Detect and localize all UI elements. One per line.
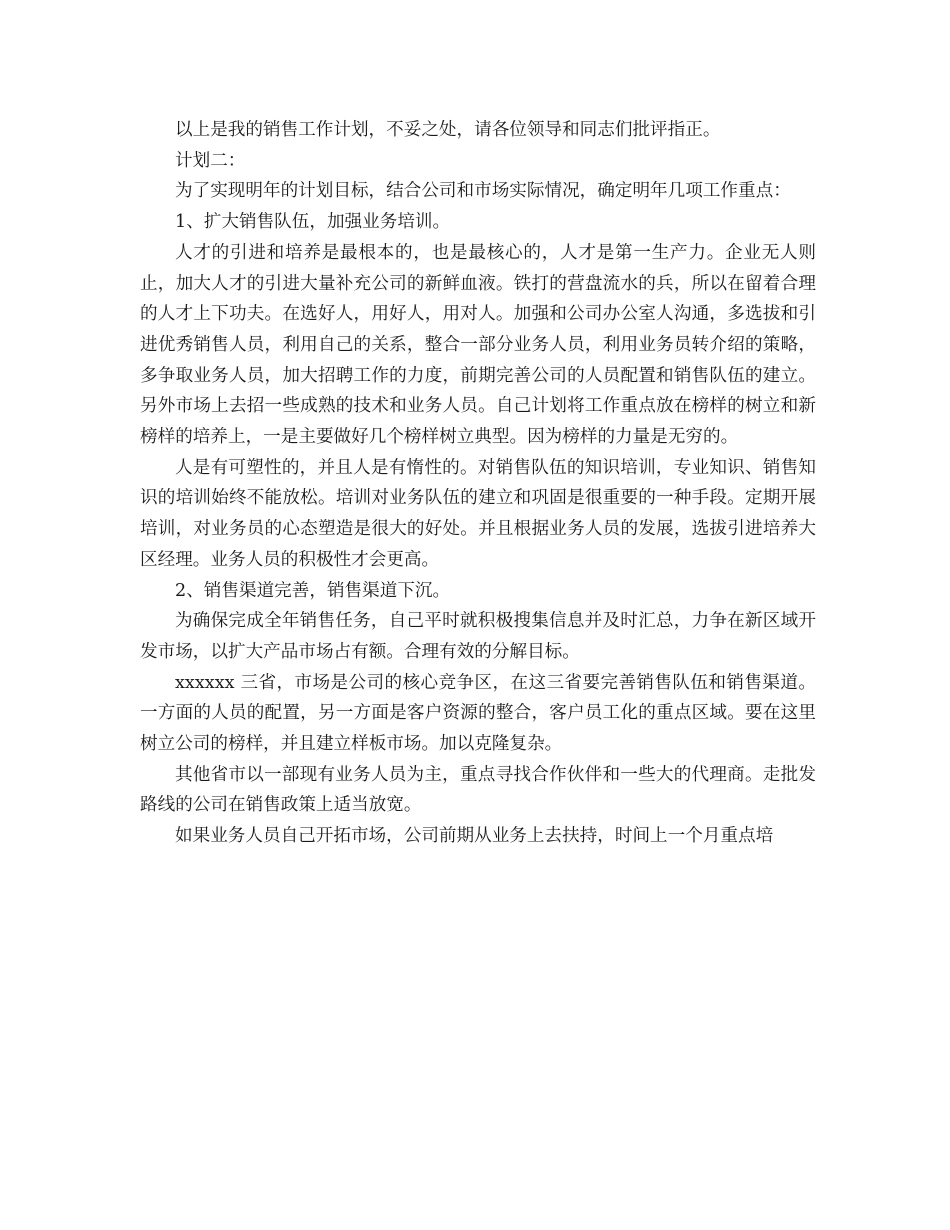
document-body [140, 115, 816, 852]
paragraph-closing-remark: 以上是我的销售工作计划，不妥之处，请各位领导和同志们批评指正。 [175, 120, 721, 140]
paragraph-sales-task: 为确保完成全年销售任务，自己平时就积极搜集信息并及时汇总，力争在新区域开发市场，以扩大产品市场占有额。合理有效的分解目标。 [140, 611, 816, 662]
paragraph-market-support: 如果业务人员自己开拓市场，公司前期从业务上去扶持，时间上一个月重点培 [175, 826, 774, 847]
paragraph-core-region: xxxxxx 三省，市场是公司的核心竞争区，在这三省要完善销售队伍和销售渠道。一方面的人员的配置，另一方面是客户资源的整合，客户员工化的重点区域。要在这里树立公司的榜样，并且建立样板市场。加以克隆复杂。 [140, 672, 816, 755]
paragraph-other-provinces: 其他省市以一部现有业务人员为主，重点寻找合作伙伴和一些大的代理商。走批发路线的公司在销售政策上适当放宽。 [140, 764, 816, 816]
paragraph-training: 人是有可塑性的，并且人是有惰性的。对销售队伍的知识培训，专业知识、销售知识的培训始终不能放松。培训对业务队伍的建立和巩固是很重要的一种手段。定期开展培训，对业务员的心态塑造是很大的好处。并且根据业务人员的发展，选拔引进培养大区经理。业务人员的积极性才会更高。 [140, 457, 816, 570]
heading-item-1: 1、扩大销售队伍，加强业务培训。 [175, 212, 451, 233]
paragraph-intro: 为了实现明年的计划目标，结合公司和市场实际情况，确定明年几项工作重点： [175, 181, 791, 202]
paragraph-talent: 人才的引进和培养是最根本的，也是最核心的，人才是第一生产力。企业无人则止，加大人才的引进大量补充公司的新鲜血液。铁打的营盘流水的兵，所以在留着合理的人才上下功夫。在选好人，用好人，用对人。加强和公司办公室人沟通，多选拔和引进优秀销售人员，利用自己的关系，整合一部分业务人员，利用业务员转介绍的策略，多争取业务人员，加大招聘工作的力度，前期完善公司的人员配置和销售队伍的建立。另外市场上去招一些成熟的技术和业务人员。自己计划将工作重点放在榜样的树立和新榜样的培养上，一是主要做好几个榜样树立典型。因为榜样的力量是无穷的。 [140, 242, 816, 448]
heading-item-2: 2、销售渠道完善，销售渠道下沉。 [175, 580, 451, 601]
heading-plan-two: 计划二： [175, 150, 246, 171]
